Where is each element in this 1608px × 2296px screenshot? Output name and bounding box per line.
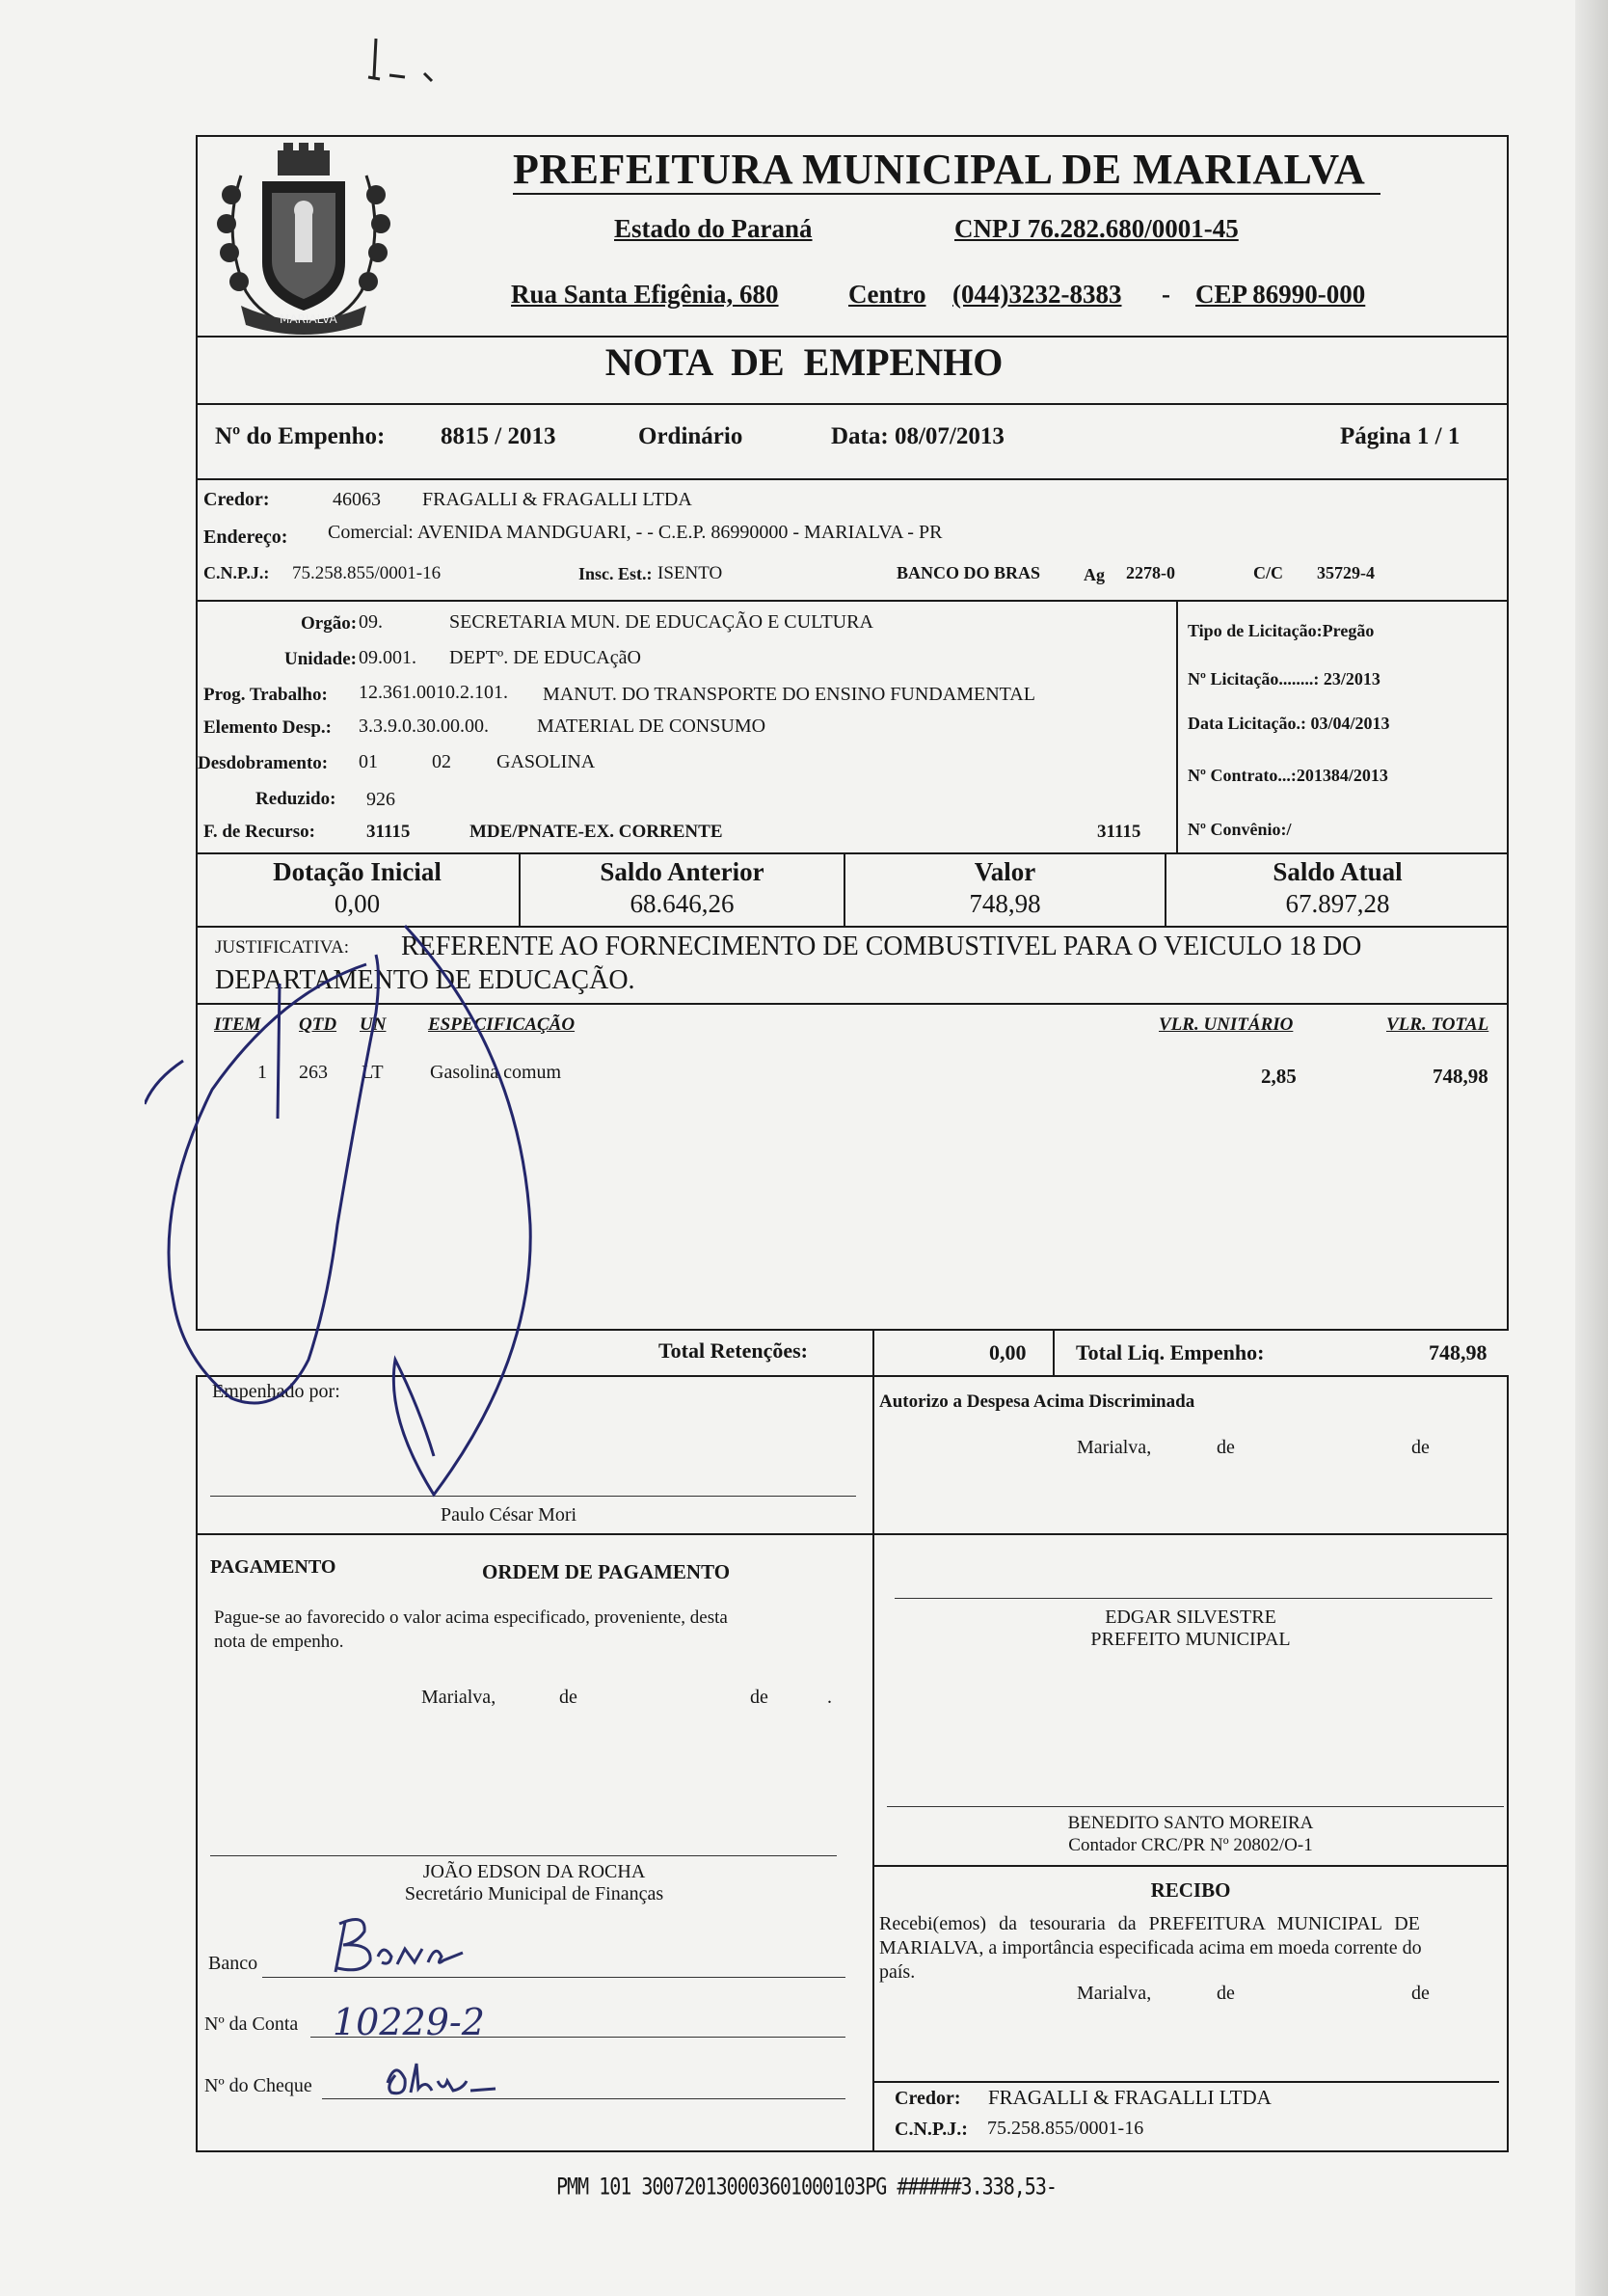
credor-label: Credor: — [203, 489, 270, 510]
orgao-code: 09. — [359, 611, 383, 633]
contador-role: Contador CRC/PR Nº 20802/O-1 — [1068, 1835, 1313, 1855]
retencoes-value: 0,00 — [989, 1340, 1027, 1364]
contador-name: BENEDITO SANTO MOREIRA — [1067, 1813, 1314, 1833]
row-especificacao: Gasolina comum — [430, 1062, 562, 1083]
col-item: ITEM — [214, 1014, 261, 1035]
liquido-label: Total Liq. Empenho: — [1076, 1340, 1265, 1364]
saldo-atual-label: Saldo Atual — [1273, 857, 1403, 886]
data-licitacao: Data Licitação.: 03/04/2013 — [1188, 714, 1390, 733]
banco-handwriting-icon — [328, 1914, 472, 1982]
empenho-number: 8815 / 2013 — [441, 423, 556, 449]
elemento-label: Elemento Desp.: — [203, 717, 332, 738]
agency-value: 2278-0 — [1126, 563, 1175, 582]
cheque-label: Nº do Cheque — [204, 2075, 312, 2096]
prefeito-role: PREFEITO MUNICIPAL — [1090, 1629, 1291, 1650]
pagamento-text-2: nota de empenho. — [214, 1632, 344, 1652]
prefeito-name: EDGAR SILVESTRE — [1105, 1607, 1276, 1628]
recurso-value: MDE/PNATE-EX. CORRENTE — [469, 822, 723, 842]
row-vlr-total: 748,98 — [1433, 1065, 1488, 1088]
banco-label: Banco — [208, 1953, 258, 1974]
ordem-pagamento-label: ORDEM DE PAGAMENTO — [482, 1560, 731, 1583]
tipo-licitacao: Tipo de Licitação:Pregão — [1188, 621, 1375, 640]
district-label: Centro — [848, 280, 926, 309]
elemento-value: MATERIAL DE CONSUMO — [537, 716, 766, 737]
svg-text:10229-2: 10229-2 — [333, 2001, 485, 2043]
unidade-code: 09.001. — [359, 647, 416, 668]
barcode-text: PMM 101 300720130003601000103PG ######3.338,53- — [556, 2172, 1057, 2201]
prog-value: MANUT. DO TRANSPORTE DO ENSINO FUNDAMENTAL — [543, 684, 1035, 705]
credor-cnpj: 75.258.855/0001-16 — [292, 563, 442, 583]
bank-name: BANCO DO BRAS — [897, 563, 1041, 582]
separator-dash: - — [1162, 280, 1170, 309]
pagamento-text-1: Pague-se ao favorecido o valor acima especificado, proveniente, desta — [214, 1607, 728, 1628]
endereco-value: Comercial: AVENIDA MANDGUARI, - - C.E.P. 86990000 - MARIALVA - PR — [328, 522, 943, 543]
insc-label: Insc. Est.: — [578, 564, 653, 583]
row-un: LT — [362, 1062, 384, 1083]
justificativa-line1: REFERENTE AO FORNECIMENTO DE COMBUSTIVEL PARA O VEICULO 18 DO — [401, 932, 1362, 961]
recurso-label: F. de Recurso: — [203, 822, 315, 842]
dotacao-value: 0,00 — [334, 889, 381, 918]
credor-code: 46063 — [333, 489, 381, 510]
retencoes-label: Total Retenções: — [658, 1338, 808, 1363]
col-vlr-total: VLR. TOTAL — [1386, 1014, 1489, 1035]
coat-of-arms-icon — [202, 137, 405, 339]
col-especificacao: ESPECIFICAÇÃO — [428, 1014, 576, 1035]
empenho-type: Ordinário — [638, 423, 743, 449]
insc-value: ISENTO — [657, 563, 723, 583]
numero-licitacao: Nº Licitação........: 23/2013 — [1188, 669, 1380, 689]
col-un: UN — [360, 1014, 387, 1035]
autorizo-de2: de — [1411, 1437, 1430, 1458]
valor-value: 748,98 — [969, 889, 1041, 918]
top-pen-marks — [347, 19, 501, 96]
desdobramento-value: GASOLINA — [496, 751, 596, 772]
orgao-value: SECRETARIA MUN. DE EDUCAÇÃO E CULTURA — [449, 611, 873, 633]
recibo-line-3: país. — [879, 1961, 916, 1983]
desdobramento-label: Desdobramento: — [198, 753, 329, 773]
hand-drawn-annotation-icon — [145, 916, 684, 1524]
agency-label: Ag — [1084, 565, 1105, 584]
orgao-label: Orgão: — [301, 613, 358, 634]
cc-label: C/C — [1253, 563, 1283, 582]
rodape-credor-name: FRAGALLI & FRAGALLI LTDA — [988, 2086, 1272, 2109]
recibo-place: Marialva, — [1077, 1983, 1152, 2004]
unidade-value: DEPTº. DE EDUCAçãO — [449, 647, 641, 668]
credor-cnpj-label: C.N.P.J.: — [203, 563, 270, 582]
endereco-label: Endereço: — [203, 527, 288, 548]
recibo-de2: de — [1411, 1983, 1430, 2004]
empenhado-label: Empenhado por: — [212, 1381, 340, 1402]
conta-handwriting-icon — [333, 1996, 554, 2054]
rodape-cnpj: 75.258.855/0001-16 — [987, 2118, 1144, 2139]
row-vlr-unitario: 2,85 — [1261, 1065, 1297, 1088]
pagamento-de1: de — [559, 1687, 577, 1708]
svg-text:MARIALVA: MARIALVA — [280, 312, 337, 326]
col-vlr-unitario: VLR. UNITÁRIO — [1159, 1014, 1294, 1035]
recurso-code-right: 31115 — [1097, 822, 1141, 842]
page-indicator: Página 1 / 1 — [1340, 423, 1461, 449]
municipality-title: PREFEITURA MUNICIPAL DE MARIALVA — [513, 146, 1366, 193]
justificativa-label: JUSTIFICATIVA: — [215, 937, 350, 958]
recibo-de1: de — [1217, 1983, 1235, 2004]
elemento-code: 3.3.9.0.30.00.00. — [359, 716, 489, 737]
secretario-name: JOÃO EDSON DA ROCHA — [422, 1861, 646, 1882]
unidade-label: Unidade: — [284, 649, 357, 669]
recibo-line-1: Recebi(emos) da tesouraria da PREFEITURA MUNICIPAL DE — [879, 1913, 1420, 1934]
pagamento-place: Marialva, — [421, 1687, 496, 1708]
pagamento-dot: . — [827, 1687, 832, 1708]
valor-label: Valor — [974, 857, 1036, 886]
convenio: Nº Convênio:/ — [1188, 820, 1292, 839]
phone-label: (044)3232-8383 — [952, 280, 1122, 309]
cheque-handwriting-icon — [378, 2054, 513, 2112]
reduzido-value: 926 — [366, 789, 395, 810]
recibo-title: RECIBO — [1150, 1878, 1231, 1902]
autorizo-de1: de — [1217, 1437, 1235, 1458]
rodape-credor-label: Credor: — [895, 2088, 961, 2109]
address-label: Rua Santa Efigênia, 680 — [511, 280, 779, 309]
document-title: NOTA DE EMPENHO — [604, 340, 1004, 384]
conta-label: Nº da Conta — [204, 2013, 299, 2035]
state-label: Estado do Paraná — [614, 214, 813, 243]
saldo-atual-value: 67.897,28 — [1285, 889, 1390, 918]
recibo-line-2: MARIALVA, a importância especificada acima em moeda corrente do — [879, 1937, 1422, 1958]
row-qtd: 263 — [299, 1062, 328, 1083]
contrato: Nº Contrato...:201384/2013 — [1188, 766, 1388, 785]
pagamento-de2: de — [750, 1687, 768, 1708]
saldo-anterior-label: Saldo Anterior — [600, 857, 764, 886]
rodape-cnpj-label: C.N.P.J.: — [895, 2119, 968, 2140]
dotacao-label: Dotação Inicial — [273, 857, 442, 886]
autorizo-place: Marialva, — [1077, 1437, 1152, 1458]
secretario-role: Secretário Municipal de Finanças — [404, 1883, 664, 1904]
saldo-anterior-value: 68.646,26 — [630, 889, 735, 918]
recurso-code: 31115 — [366, 822, 411, 842]
cc-value: 35729-4 — [1317, 563, 1375, 582]
prog-label: Prog. Trabalho: — [203, 685, 328, 705]
col-qtd: QTD — [299, 1014, 337, 1035]
empenho-number-label: Nº do Empenho: — [215, 423, 386, 449]
autorizo-label: Autorizo a Despesa Acima Discriminada — [879, 1391, 1195, 1412]
prog-code: 12.361.0010.2.101. — [359, 682, 508, 703]
cep-label: CEP 86990-000 — [1195, 280, 1366, 309]
empenhado-name: Paulo César Mori — [441, 1504, 577, 1526]
desdobramento-b: 02 — [432, 751, 451, 772]
credor-name: FRAGALLI & FRAGALLI LTDA — [422, 489, 692, 510]
reduzido-label: Reduzido: — [255, 789, 336, 809]
cnpj-label: CNPJ 76.282.680/0001-45 — [954, 214, 1239, 243]
empenho-date: Data: 08/07/2013 — [831, 423, 1005, 449]
desdobramento-a: 01 — [359, 751, 378, 772]
pagamento-label: PAGAMENTO — [210, 1556, 336, 1578]
liquido-value: 748,98 — [1429, 1340, 1487, 1364]
row-item: 1 — [257, 1062, 267, 1083]
justificativa-line2: DEPARTAMENTO DE EDUCAÇÃO. — [215, 965, 635, 995]
